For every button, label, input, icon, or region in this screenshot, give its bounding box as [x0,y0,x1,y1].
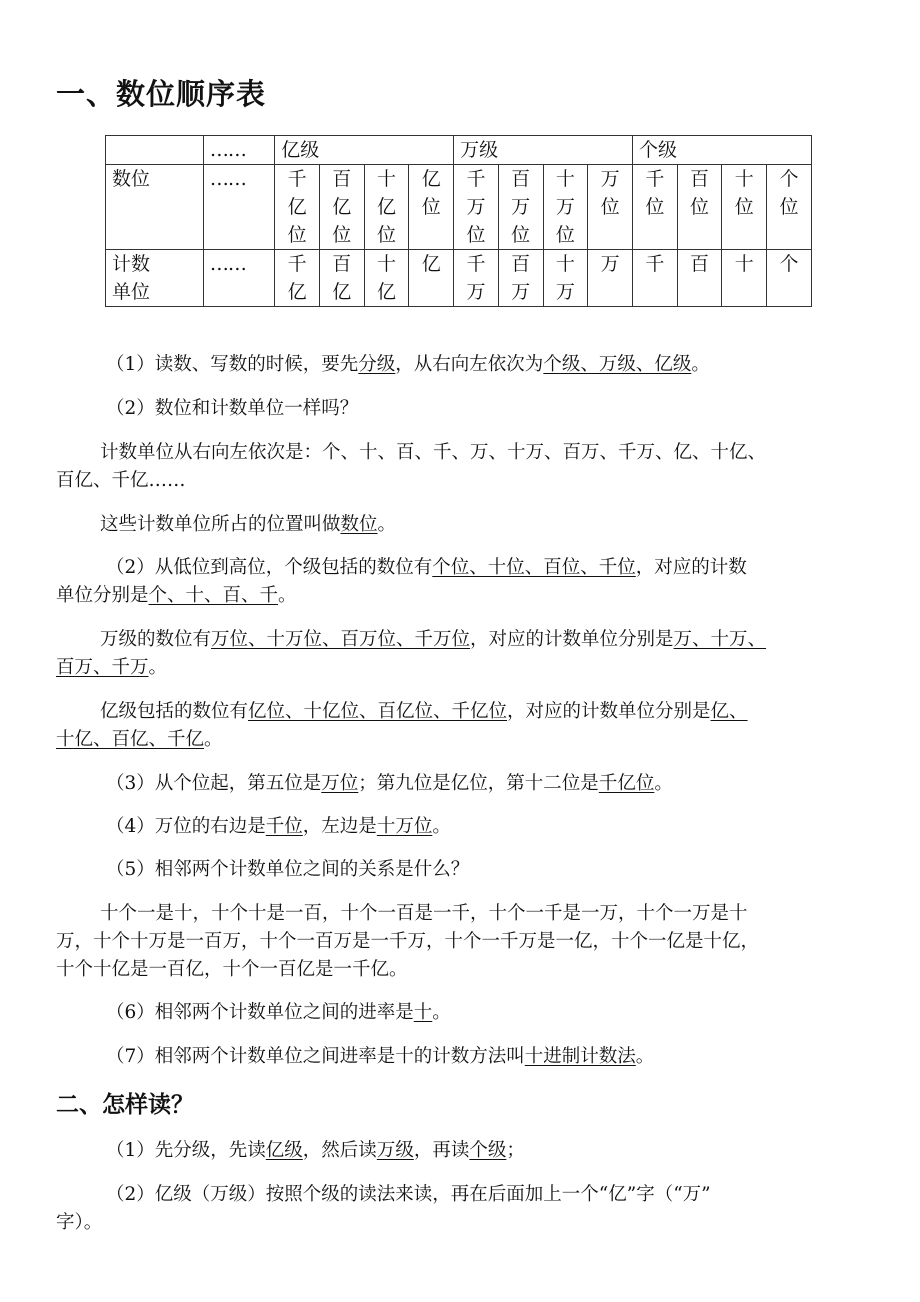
table-header-blank [106,136,204,165]
paragraph-3-line-1: 计数单位从右向左依次是：个、十、百、千、万、十万、百万、千万、亿、十亿、 [100,442,767,463]
paragraph-1: （1）读数、写数的时候，要先分级，从右向左依次为个级、万级、亿级。 [106,354,710,375]
table-row-digit-places [106,165,812,250]
paragraph-7-line-1: 亿级包括的数位有亿位、十亿位、百亿位、千亿位，对应的计数单位分别是亿、 [100,701,748,722]
section-title-digit-order-table: 一、数位顺序表 [56,77,267,111]
paragraph-15-line-1: （2）亿级（万级）按照个级的读法来读，再在后面加上一个“亿”字（“万” [106,1184,711,1205]
table-cell: 千 [632,250,677,307]
digit-order-table [105,135,812,307]
paragraph-8: （3）从个位起，第五位是万位；第九位是亿位，第十二位是千亿位。 [106,773,673,794]
table-cell: 十位 [722,165,767,250]
paragraph-11-line-1: 十个一是十，十个十是一百，十个一百是一千，十个一千是一万，十个一万是十 [100,903,748,924]
paragraph-2: （2）数位和计数单位一样吗？ [106,398,359,419]
table-header-wan-group: 万级 [454,136,633,165]
table-cell: 万 [588,250,633,307]
paragraph-7-line-2: 十亿、百亿、千亿。 [56,729,223,750]
row-dots: …… [203,250,274,307]
table-cell: 百万位 [498,165,543,250]
table-header-row [106,136,812,165]
table-row-counting-units [106,250,812,307]
table-cell: 百位 [677,165,722,250]
table-cell: 百亿 [319,250,364,307]
table-cell: 亿位 [409,165,454,250]
paragraph-6-line-2: 百万、千万。 [56,657,168,678]
table-header-yi-group: 亿级 [275,136,454,165]
table-cell: 千亿 [275,250,320,307]
table-cell: 万位 [588,165,633,250]
paragraph-14: （1）先分级，先读亿级，然后读万级，再读个级； [106,1140,525,1161]
table-cell: 千万 [454,250,499,307]
paragraph-4: 这些计数单位所占的位置叫做数位。 [100,514,397,535]
paragraph-3-line-2: 百亿、千亿…… [56,470,186,491]
table-cell: 千亿位 [275,165,320,250]
table-cell: 十万 [543,250,588,307]
table-cell: 十万位 [543,165,588,250]
paragraph-12: （6）相邻两个计数单位之间的进率是十。 [106,1002,451,1023]
table-cell: 百亿位 [319,165,364,250]
paragraph-10: （5）相邻两个计数单位之间的关系是什么？ [106,859,470,880]
table-cell: 百 [677,250,722,307]
table-cell: 十亿 [364,250,409,307]
table-cell: 千位 [632,165,677,250]
table-header-ge-group: 个级 [632,136,811,165]
paragraph-11-line-3: 十个十亿是一百亿，十个一百亿是一千亿。 [56,959,408,980]
table-cell: 个 [767,250,812,307]
table-cell: 十亿位 [364,165,409,250]
table-cell: 亿 [409,250,454,307]
paragraph-11-line-2: 万，十个十万是一百万，十个一百万是一千万，十个一千万是一亿，十个一亿是十亿， [56,931,760,952]
paragraph-15-line-2: 字）。 [56,1212,103,1233]
paragraph-5-line-1: （2）从低位到高位，个级包括的数位有个位、十位、百位、千位，对应的计数 [106,557,747,578]
paragraph-13: （7）相邻两个计数单位之间进率是十的计数方法叫十进制计数法。 [106,1046,655,1067]
paragraph-5-line-2: 单位分别是个、十、百、千。 [56,585,297,606]
table-cell: 十 [722,250,767,307]
paragraph-6-line-1: 万级的数位有万位、十万位、百万位、千万位，对应的计数单位分别是万、十万、 [100,629,767,650]
table-cell: 个位 [767,165,812,250]
row-label-digit-place: 数位 [106,165,204,250]
table-cell: 千万位 [454,165,499,250]
table-header-dots: …… [203,136,274,165]
row-dots: …… [203,165,274,250]
row-label-counting-unit: 计数单位 [106,250,204,307]
table-cell: 百万 [498,250,543,307]
section-title-how-to-read: 二、怎样读？ [56,1092,194,1118]
paragraph-9: （4）万位的右边是千位，左边是十万位。 [106,816,451,837]
